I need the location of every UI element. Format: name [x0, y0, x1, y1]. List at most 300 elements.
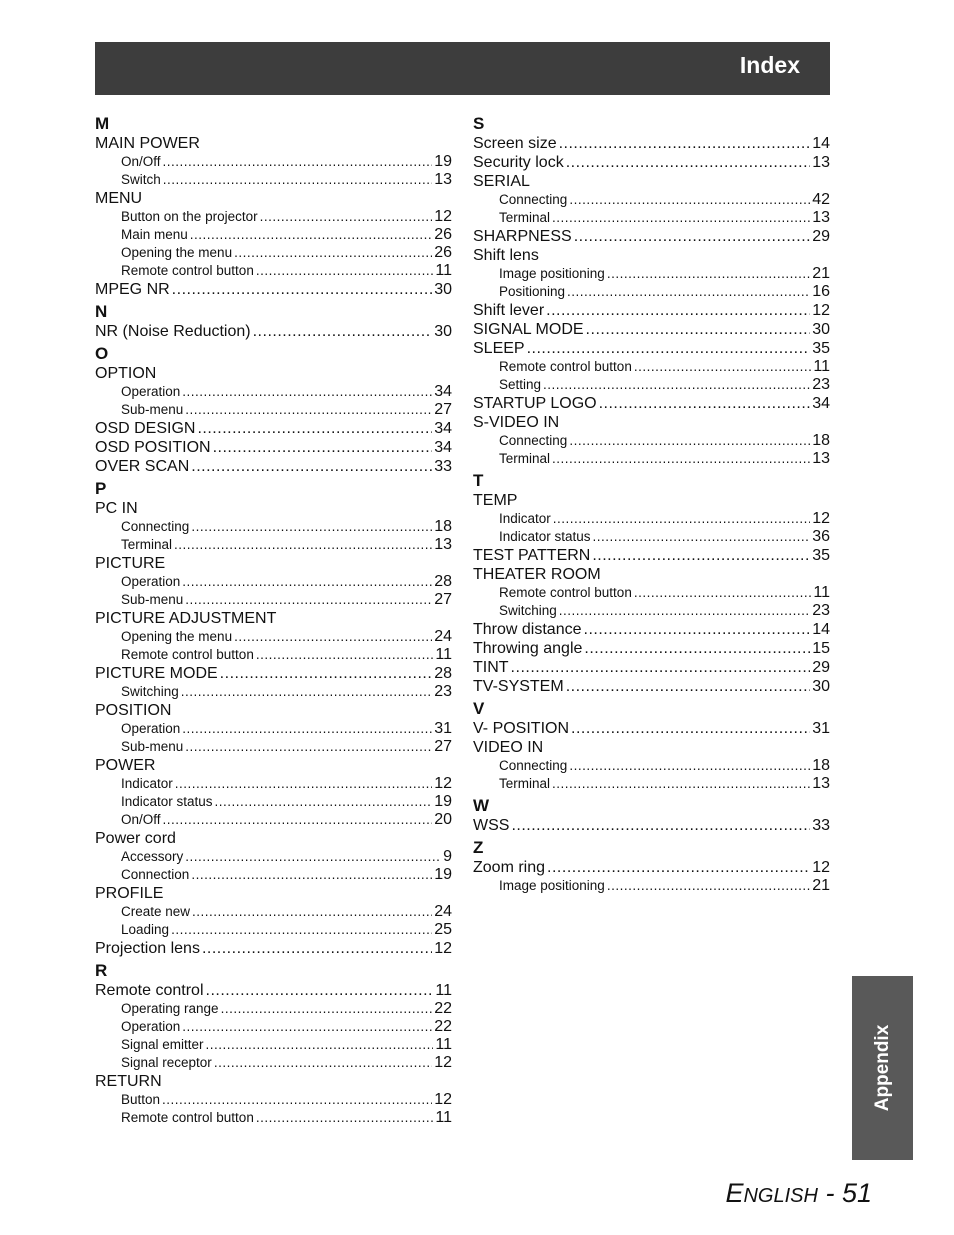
- index-entry: [95, 756, 452, 775]
- page-reference: 21: [812, 265, 830, 282]
- page-reference: 19: [434, 866, 452, 883]
- entry-label: OPTION: [95, 365, 157, 382]
- footer-lang-initial: E: [725, 1178, 744, 1208]
- index-entry: [473, 301, 830, 320]
- page-reference: 24: [434, 628, 452, 645]
- entry-label: Button on the projector: [121, 209, 258, 224]
- index-subentry: [473, 432, 830, 450]
- dot-leader: [574, 227, 811, 246]
- index-subentry: [95, 383, 452, 401]
- entry-label: Indicator: [121, 776, 173, 791]
- dot-leader: [190, 226, 432, 244]
- entry-label: Operation: [121, 721, 181, 736]
- page-reference: 30: [434, 281, 452, 298]
- dot-leader: [567, 283, 810, 301]
- dot-leader: [206, 981, 434, 1000]
- entry-label: Signal receptor: [121, 1055, 212, 1070]
- page-reference: 11: [813, 584, 830, 601]
- entry-label: On/Off: [121, 812, 161, 827]
- index-subentry: [473, 877, 830, 895]
- entry-label: On/Off: [121, 154, 161, 169]
- page-reference: 20: [434, 811, 452, 828]
- dot-leader: [185, 738, 432, 756]
- index-entry: [473, 546, 830, 565]
- page-reference: 27: [434, 591, 452, 608]
- entry-label: Sub-menu: [121, 402, 184, 417]
- dot-leader: [566, 677, 811, 696]
- index-entry: [95, 1072, 452, 1091]
- dot-leader: [197, 419, 432, 438]
- page-reference: 29: [812, 228, 830, 245]
- index-entry: [95, 364, 452, 383]
- page-reference: 11: [813, 358, 830, 375]
- page-reference: 28: [434, 573, 452, 590]
- index-subentry: [95, 1036, 452, 1054]
- entry-label: Remote control button: [499, 359, 632, 374]
- page-reference: 12: [812, 859, 830, 876]
- index-subentry: [95, 591, 452, 609]
- index-subentry: [95, 262, 452, 280]
- dot-leader: [162, 1091, 432, 1109]
- page-reference: 13: [812, 775, 830, 792]
- index-subentry: [95, 573, 452, 591]
- index-entry: [95, 322, 452, 341]
- index-letter-heading: Z: [473, 838, 484, 857]
- dot-leader: [206, 1036, 434, 1054]
- entry-label: Loading: [121, 922, 170, 937]
- index-entry: [95, 609, 452, 628]
- page-reference: 16: [812, 283, 830, 300]
- page-reference: 33: [434, 458, 452, 475]
- index-subentry: [473, 265, 830, 283]
- dot-leader: [584, 639, 810, 658]
- page-reference: 14: [812, 621, 830, 638]
- index-entry: [95, 939, 452, 958]
- entry-label: WSS: [473, 817, 510, 834]
- entry-label: PICTURE MODE: [95, 665, 218, 682]
- index-entry: [473, 565, 830, 584]
- entry-label: TEMP: [473, 492, 518, 509]
- index-subentry: [95, 793, 452, 811]
- dot-leader: [175, 775, 432, 793]
- entry-label: Switching: [499, 603, 557, 618]
- dot-leader: [185, 848, 441, 866]
- entry-label: Opening the menu: [121, 245, 233, 260]
- index-entry: [95, 701, 452, 720]
- page-footer: [725, 1178, 872, 1209]
- index-subentry: [95, 1054, 452, 1072]
- dot-leader: [553, 510, 810, 528]
- index-entry: [95, 884, 452, 903]
- entry-label: PROFILE: [95, 885, 164, 902]
- dot-leader: [584, 620, 811, 639]
- entry-label: PC IN: [95, 500, 138, 517]
- dot-leader: [546, 301, 810, 320]
- index-entry: [473, 858, 830, 877]
- index-subentry: [473, 775, 830, 793]
- index-column-right: [473, 111, 830, 895]
- entry-label: PICTURE ADJUSTMENT: [95, 610, 277, 627]
- page-reference: 28: [434, 665, 452, 682]
- page-reference: 22: [434, 1000, 452, 1017]
- page-reference: 14: [812, 135, 830, 152]
- index-entry: [473, 172, 830, 191]
- index-letter-heading: V: [473, 699, 485, 718]
- dot-leader: [182, 720, 432, 738]
- entry-label: Remote control button: [121, 1110, 254, 1125]
- dot-leader: [260, 208, 433, 226]
- dot-leader: [547, 858, 810, 877]
- dot-leader: [552, 209, 810, 227]
- dot-leader: [569, 191, 810, 209]
- page-reference: 35: [812, 547, 830, 564]
- page-reference: 35: [812, 340, 830, 357]
- dot-leader: [599, 394, 811, 413]
- index-entry: [473, 658, 830, 677]
- page-reference: 11: [435, 262, 452, 279]
- index-subentry: [95, 518, 452, 536]
- entry-label: Switch: [121, 172, 161, 187]
- entry-label: Terminal: [499, 210, 551, 225]
- index-subentry: [473, 757, 830, 775]
- entry-label: Terminal: [499, 451, 551, 466]
- index-entry: [95, 664, 452, 683]
- entry-label: POSITION: [95, 702, 172, 719]
- appendix-side-tab: [852, 976, 913, 1160]
- entry-label: Screen size: [473, 135, 557, 152]
- index-subentry: [95, 171, 452, 189]
- dot-leader: [511, 816, 810, 835]
- index-entry: [473, 620, 830, 639]
- index-subentry: [473, 191, 830, 209]
- page-reference: 12: [812, 510, 830, 527]
- entry-label: SERIAL: [473, 173, 530, 190]
- dot-leader: [220, 664, 433, 683]
- entry-label: Indicator status: [499, 529, 591, 544]
- dot-leader: [163, 171, 432, 189]
- entry-label: Projection lens: [95, 940, 200, 957]
- index-entry: [473, 677, 830, 696]
- page-reference: 15: [812, 640, 830, 657]
- entry-label: Switching: [121, 684, 179, 699]
- entry-label: TEST PATTERN: [473, 547, 591, 564]
- entry-label: SLEEP: [473, 340, 525, 357]
- entry-label: Connecting: [499, 433, 568, 448]
- entry-label: Operation: [121, 384, 181, 399]
- page-reference: 12: [434, 208, 452, 225]
- page-reference: 31: [434, 720, 452, 737]
- page-reference: 11: [435, 646, 452, 663]
- dot-leader: [634, 584, 812, 602]
- entry-label: Remote control button: [121, 263, 254, 278]
- page-reference: 18: [434, 518, 452, 535]
- index-subentry: [95, 683, 452, 701]
- dot-leader: [569, 432, 810, 450]
- page-reference: 25: [434, 921, 452, 938]
- index-letter-heading: S: [473, 114, 485, 133]
- index-subentry: [473, 358, 830, 376]
- page-reference: 30: [812, 321, 830, 338]
- index-letter-heading: W: [473, 796, 490, 815]
- entry-label: Connection: [121, 867, 190, 882]
- dot-leader: [559, 602, 810, 620]
- index-subentry: [95, 811, 452, 829]
- entry-label: Operation: [121, 574, 181, 589]
- dot-leader: [552, 775, 810, 793]
- entry-label: Signal emitter: [121, 1037, 204, 1052]
- index-entry: [95, 457, 452, 476]
- page-reference: 19: [434, 153, 452, 170]
- dot-leader: [182, 383, 432, 401]
- index-subentry: [473, 510, 830, 528]
- index-subentry: [95, 866, 452, 884]
- entry-label: OSD POSITION: [95, 439, 211, 456]
- page-reference: 11: [435, 1109, 452, 1126]
- index-entry: [473, 719, 830, 738]
- index-entry: [95, 981, 452, 1000]
- index-letter-heading: P: [95, 479, 107, 498]
- entry-label: Remote control button: [499, 585, 632, 600]
- page-reference: 18: [812, 757, 830, 774]
- index-letter-heading: N: [95, 302, 108, 321]
- entry-label: Indicator: [499, 511, 551, 526]
- index-entry: [473, 639, 830, 658]
- entry-label: Opening the menu: [121, 629, 233, 644]
- index-entry: [473, 491, 830, 510]
- dot-leader: [552, 450, 810, 468]
- dot-leader: [571, 719, 810, 738]
- dot-leader: [185, 591, 432, 609]
- dot-leader: [171, 921, 432, 939]
- entry-label: Create new: [121, 904, 191, 919]
- dot-leader: [566, 153, 811, 172]
- footer-separator: -: [817, 1178, 842, 1208]
- page-reference: 33: [812, 817, 830, 834]
- entry-label: Terminal: [499, 776, 551, 791]
- index-subentry: [95, 536, 452, 554]
- page-number: 51: [841, 1178, 872, 1208]
- entry-label: Accessory: [121, 849, 184, 864]
- dot-leader: [634, 358, 812, 376]
- page-reference: 11: [435, 982, 452, 999]
- page-reference: 19: [434, 793, 452, 810]
- page-reference: 12: [434, 940, 452, 957]
- dot-leader: [569, 757, 810, 775]
- index-entry: [95, 499, 452, 518]
- index-subentry: [95, 628, 452, 646]
- page-reference: 12: [812, 302, 830, 319]
- page-reference: 12: [434, 1091, 452, 1108]
- dot-leader: [607, 265, 810, 283]
- index-subentry: [473, 584, 830, 602]
- dot-leader: [527, 339, 811, 358]
- entry-label: Image positioning: [499, 878, 605, 893]
- index-letter-heading: R: [95, 961, 108, 980]
- index-subentry: [473, 602, 830, 620]
- index-subentry: [473, 376, 830, 394]
- page-title: Index: [739, 52, 800, 78]
- entry-label: Connecting: [499, 192, 568, 207]
- entry-label: Sub-menu: [121, 739, 184, 754]
- dot-leader: [182, 1018, 432, 1036]
- dot-leader: [191, 457, 432, 476]
- dot-leader: [253, 322, 433, 341]
- index-subentry: [473, 209, 830, 227]
- entry-label: MPEG NR: [95, 281, 170, 298]
- entry-label: Remote control button: [121, 647, 254, 662]
- index-subentry: [95, 903, 452, 921]
- dot-leader: [221, 1000, 433, 1018]
- index-entry: [473, 320, 830, 339]
- dot-leader: [256, 1109, 434, 1127]
- entry-label: NR (Noise Reduction): [95, 323, 251, 340]
- index-subentry: [95, 1000, 452, 1018]
- entry-label: Zoom ring: [473, 859, 546, 876]
- entry-label: Terminal: [121, 537, 173, 552]
- entry-label: TINT: [473, 659, 509, 676]
- entry-label: MAIN POWER: [95, 135, 200, 152]
- entry-label: Security lock: [473, 154, 564, 171]
- dot-leader: [172, 280, 433, 299]
- page-reference: 23: [812, 602, 830, 619]
- index-entry: [473, 394, 830, 413]
- entry-label: RETURN: [95, 1073, 162, 1090]
- dot-leader: [256, 646, 434, 664]
- entry-label: POWER: [95, 757, 156, 774]
- page-reference: 34: [434, 439, 452, 456]
- page-reference: 22: [434, 1018, 452, 1035]
- entry-label: THEATER ROOM: [473, 566, 601, 583]
- page-reference: 23: [812, 376, 830, 393]
- page-reference: 23: [434, 683, 452, 700]
- index-entry: [473, 227, 830, 246]
- entry-label: TV-SYSTEM: [473, 678, 564, 695]
- index-entry: [473, 413, 830, 432]
- side-tab-label: Appendix: [871, 1024, 893, 1112]
- entry-label: SHARPNESS: [473, 228, 572, 245]
- page-reference: 21: [812, 877, 830, 894]
- index-subentry: [95, 775, 452, 793]
- page-reference: 36: [812, 528, 830, 545]
- page-reference: 30: [434, 323, 452, 340]
- index-subentry: [95, 1109, 452, 1127]
- page-reference: 26: [434, 226, 452, 243]
- entry-label: STARTUP LOGO: [473, 395, 597, 412]
- dot-leader: [163, 811, 433, 829]
- entry-label: OVER SCAN: [95, 458, 190, 475]
- dot-leader: [182, 573, 432, 591]
- entry-label: Throw distance: [473, 621, 582, 638]
- entry-label: Main menu: [121, 227, 188, 242]
- index-subentry: [95, 401, 452, 419]
- page-reference: 12: [434, 775, 452, 792]
- dot-leader: [511, 658, 811, 677]
- entry-label: Operation: [121, 1019, 181, 1034]
- entry-label: MENU: [95, 190, 143, 207]
- dot-leader: [192, 903, 432, 921]
- index-subentry: [473, 283, 830, 301]
- entry-label: Image positioning: [499, 266, 605, 281]
- entry-label: Button: [121, 1092, 161, 1107]
- page-reference: 27: [434, 401, 452, 418]
- index-subentry: [95, 921, 452, 939]
- index-entry: [95, 554, 452, 573]
- entry-label: Sub-menu: [121, 592, 184, 607]
- page-reference: 13: [434, 536, 452, 553]
- index-subentry: [95, 244, 452, 262]
- index-subentry: [95, 646, 452, 664]
- index-column-left: [95, 111, 452, 1127]
- dot-leader: [181, 683, 432, 701]
- page-reference: 42: [812, 191, 830, 208]
- entry-label: Power cord: [95, 830, 176, 847]
- entry-label: Connecting: [499, 758, 568, 773]
- index-entry: [95, 189, 452, 208]
- entry-label: Remote control: [95, 982, 204, 999]
- entry-label: S-VIDEO IN: [473, 414, 560, 431]
- page-reference: 13: [434, 171, 452, 188]
- footer-lang-rest: NGLISH: [743, 1185, 818, 1207]
- index-subentry: [95, 1018, 452, 1036]
- dot-leader: [559, 134, 811, 153]
- entry-label: Positioning: [499, 284, 566, 299]
- index-subentry: [473, 528, 830, 546]
- entry-label: OSD DESIGN: [95, 420, 196, 437]
- dot-leader: [543, 376, 810, 394]
- index-entry: [95, 134, 452, 153]
- dot-leader: [593, 528, 811, 546]
- index-subentry: [95, 226, 452, 244]
- page-reference: 31: [812, 720, 830, 737]
- dot-leader: [234, 628, 432, 646]
- page-reference: 18: [812, 432, 830, 449]
- page-reference: 24: [434, 903, 452, 920]
- page-reference: 29: [812, 659, 830, 676]
- entry-label: Setting: [499, 377, 542, 392]
- index-entry: [473, 339, 830, 358]
- index-entry: [95, 829, 452, 848]
- page-reference: 13: [812, 209, 830, 226]
- page-reference: 30: [812, 678, 830, 695]
- dot-leader: [607, 877, 810, 895]
- dot-leader: [214, 1054, 432, 1072]
- index-entry: [95, 280, 452, 299]
- entry-label: PICTURE: [95, 555, 166, 572]
- page-reference: 34: [434, 383, 452, 400]
- entry-label: Shift lens: [473, 247, 539, 264]
- page-reference: 12: [434, 1054, 452, 1071]
- index-letter-heading: O: [95, 344, 109, 363]
- page-reference: 27: [434, 738, 452, 755]
- index-subentry: [95, 738, 452, 756]
- index-entry: [95, 419, 452, 438]
- dot-leader: [185, 401, 432, 419]
- index-subentry: [95, 848, 452, 866]
- index-header-bar: [95, 42, 830, 95]
- dot-leader: [163, 153, 433, 171]
- dot-leader: [191, 518, 432, 536]
- index-entry: [473, 134, 830, 153]
- dot-leader: [191, 866, 432, 884]
- page-reference: 9: [443, 848, 452, 865]
- entry-label: Connecting: [121, 519, 190, 534]
- index-subentry: [95, 153, 452, 171]
- dot-leader: [213, 438, 433, 457]
- dot-leader: [586, 320, 811, 339]
- dot-leader: [256, 262, 434, 280]
- index-letter-heading: M: [95, 114, 110, 133]
- page-reference: 34: [812, 395, 830, 412]
